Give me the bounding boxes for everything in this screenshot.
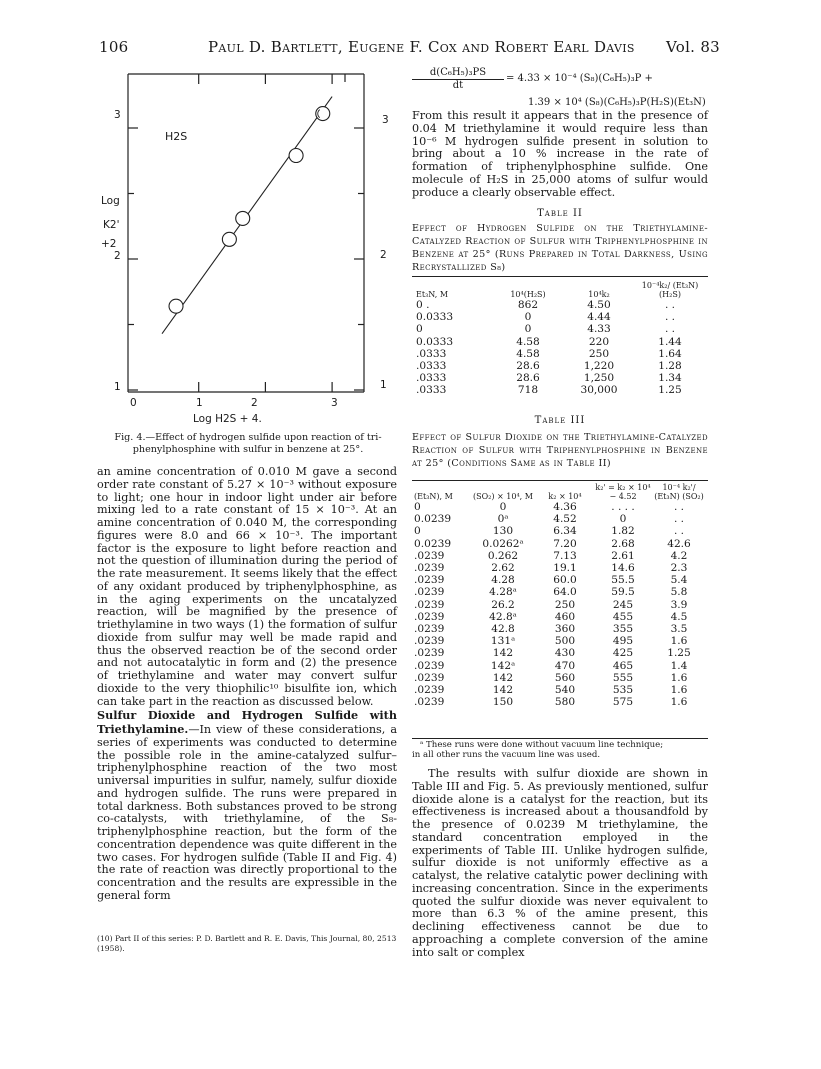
table-3-row	[414, 513, 706, 525]
table-2-cell: .0333	[416, 372, 447, 385]
table-3-cell: 535	[612, 684, 634, 697]
table-3-cell: 2.61	[611, 549, 635, 562]
data-points	[169, 107, 330, 314]
table-2-cell: 0	[416, 323, 423, 336]
table-3-footnote	[412, 740, 712, 760]
table-3-header-cell: (Et₃N), M	[414, 492, 453, 501]
left-column	[97, 466, 397, 903]
table-3-cell: .0239	[414, 574, 445, 587]
series-label-h2s: H2S	[165, 130, 188, 143]
table-3-cell: 7.20	[553, 537, 577, 550]
table-3-cell: .0239	[414, 659, 445, 672]
left-tick-label-3: 3	[114, 109, 121, 121]
x-axis-label: Log H2S + 4.	[193, 413, 262, 425]
table-2-cell: 28.6	[516, 372, 540, 385]
table-3-title: Table III	[534, 415, 586, 426]
table-3-cell: 14.6	[611, 562, 635, 575]
table-2-header-row	[416, 281, 704, 299]
figure-caption-line-2: phenylphosphine with sulfur in benzene at 25°.	[132, 444, 364, 455]
table-3-cell: 1.6	[670, 671, 688, 684]
table-2-cell: 0	[524, 311, 532, 324]
x-tick-label-2: 2	[251, 397, 258, 409]
table-3-cell: 0.0262ᵃ	[482, 537, 524, 550]
table-2-cell: 1.25	[658, 384, 682, 397]
table-2-cell: 718	[517, 384, 539, 397]
data-point	[236, 211, 250, 225]
table-3-cell: 42.8	[491, 623, 515, 636]
table-2-cell: 862	[517, 299, 539, 311]
page-number: 106	[99, 38, 129, 56]
table-2-row	[416, 336, 704, 348]
volume-label: Vol. 83	[666, 38, 721, 56]
equation-fraction	[412, 67, 504, 91]
table-3-cell: 1.82	[611, 525, 635, 538]
table-2-cell: 0	[524, 323, 532, 336]
table-2-cell: 4.58	[516, 347, 540, 360]
table-3-cell: 0.262	[487, 549, 519, 562]
table-3-row	[414, 635, 706, 647]
table-2-body	[416, 299, 704, 397]
table-3-cell: 2.62	[491, 562, 515, 575]
table-3-row	[414, 574, 706, 586]
figure-caption-line-1: Fig. 4.—Effect of hydrogen sulfide upon reaction of tri-	[114, 432, 382, 443]
table-3-cell: 245	[612, 598, 634, 611]
table-3-cell: 130	[492, 525, 514, 538]
table-2-cell: 28.6	[516, 360, 540, 373]
table-2-cell: 4.33	[587, 323, 611, 336]
table-3-cell: 1.6	[670, 684, 688, 697]
table-3-cell: .0239	[414, 635, 445, 648]
table-3-cell: 0.0239	[414, 513, 452, 526]
table-3-cell: 0	[414, 525, 421, 538]
table-3-cell: 4.2	[670, 549, 688, 562]
table-3-cell: . .	[673, 501, 685, 513]
table-3-cell: . .	[673, 513, 685, 526]
table-3-cell: 1.6	[670, 635, 688, 648]
table-3-bottom-rule	[412, 738, 708, 739]
table-2-header-cell: Et₃N, M	[416, 290, 449, 299]
table-2-header-cell: 10⁴(H₂S)	[510, 290, 546, 299]
right-tick-label-2: 2	[380, 249, 387, 261]
table-2-cell: 30,000	[580, 384, 618, 397]
table-2-cell: . .	[664, 299, 676, 311]
table-3-row	[414, 660, 706, 672]
table-2	[416, 281, 704, 397]
data-point	[289, 149, 303, 163]
table-3-cell: .0239	[414, 549, 445, 562]
table-2-row	[416, 360, 704, 372]
y-axis-label-log: Log	[101, 195, 120, 207]
table-2-cell: 4.50	[587, 299, 611, 311]
x-tick-label-0: 0	[130, 397, 137, 409]
table-2-row	[416, 299, 704, 311]
table-3-cell: 42.6	[667, 537, 691, 550]
table-3-header-cell: k₂' = k₂ × 10⁴ − 4.52	[595, 483, 651, 501]
table-3-cell: 26.2	[491, 598, 515, 611]
table-2-row	[416, 323, 704, 335]
table-2-row	[416, 311, 704, 323]
table-3-cell: 575	[612, 696, 634, 709]
running-head-authors: Paul D. Bartlett, Eugene F. Cox and Robert Earl Davis	[208, 38, 635, 56]
table-3-cell: 0	[619, 513, 627, 526]
right-paragraph-2: The results with sulfur dioxide are shown in Table III and Fig. 5. As previously mentioned, sulfur dioxide alone is a catalyst for the reaction, but its effectiveness is increased about a thousandfold by the presence of 0.0239 M triethylamine, the standard concentration employed in the experiments of Table III. Unlike hydrogen sulfide, sulfur dioxide is not uniformly effective as a catalyst, the relative catalytic power declining with increasing concentration. Since in the experiments quoted the sulfur dioxide was never equivalent to more than 6.3 % of the amine present, this declining effectiveness cannot be due to approaching a complete conversion of the amine into salt or complex	[412, 767, 708, 959]
equation-rhs-1: = 4.33 × 10⁻⁴ (S₈)(C₆H₅)₃P +	[506, 73, 653, 84]
table-3-cell: . . . .	[611, 501, 635, 513]
table-3-cell: 355	[612, 623, 634, 636]
table-2-header-cell: 10⁻⁴k₂/ (Et₃N)(H₂S)	[641, 281, 699, 299]
table-3-row	[414, 562, 706, 574]
table-2-cell: . .	[664, 323, 676, 336]
table-2-cell: 1.44	[658, 335, 682, 348]
table-3-cell: 1.4	[670, 659, 688, 672]
table-3-cell: 150	[492, 696, 514, 709]
table-3-cell: .0239	[414, 696, 445, 709]
table-3-header-cell: k₂ × 10⁴	[548, 492, 582, 501]
table-2-header-cell: 10⁴k₂	[588, 290, 610, 299]
table-3-row	[414, 623, 706, 635]
table-3-row	[414, 684, 706, 696]
table-3-row	[414, 611, 706, 623]
y-axis-label-k2: K2'	[103, 219, 120, 231]
table-2-cell: 220	[588, 335, 610, 348]
table-2-cell: 1,250	[583, 372, 615, 385]
table-3-top-rule	[412, 480, 708, 481]
right-paragraph-1: From this result it appears that in the presence of 0.04 M triethylamine it would require less than 10⁻⁶ M hydrogen sulfide present in solution to bring about a 10 % increase in the rate of formation of triphenylphosphine sulfide. One molecule of H₂S in 25,000 atoms of sulfur would produce a clearly observable effect.	[412, 109, 708, 199]
table-3-cell: 55.5	[611, 574, 635, 587]
table-2-row	[416, 372, 704, 384]
table-2-cell: 1.34	[658, 372, 682, 385]
left-tick-label-2: 2	[114, 250, 121, 262]
table-2-cell: 1.28	[658, 360, 682, 373]
table-3-cell: 500	[554, 635, 576, 648]
table-3-row	[414, 599, 706, 611]
table-3-row	[414, 550, 706, 562]
table-3-cell: 0	[499, 501, 507, 513]
table-3-cell: 360	[554, 623, 576, 636]
table-3-row	[414, 525, 706, 537]
table-3-cell: .0239	[414, 598, 445, 611]
table-2-cell: .0333	[416, 360, 447, 373]
table-3-cell: 7.13	[553, 549, 577, 562]
table-2-caption: Effect of Hydrogen Sulfide on the Triethylamine-Catalyzed Reaction of Sulfur with Triphenylphosphine in Benzene at 25° (Runs Prepared in Total Darkness, Using Recrystallized S₈)	[412, 223, 708, 273]
figure-4	[95, 60, 405, 430]
table-3-cell: .0239	[414, 586, 445, 599]
table-2-cell: 4.58	[516, 335, 540, 348]
table-2-row	[416, 348, 704, 360]
left-paragraph-2-text: —In view of these considerations, a series of experiments was conducted to determine the possible role in the amine-catalyzed sulfur–triphenylphosphine reaction of the two most universal impurities in sulfur, namely, sulfur dioxide and hydrogen sulfide. The runs were prepared in total darkness. Both substances proved to be strong co-catalysts, with triethylamine, of the S₈-triphenylphosphine reaction, but the form of the concentration dependence was quite different in the two cases. For hydrogen sulfide (Table II and Fig. 4) the rate of reaction was directly proportional to the concentration and the results are expressible in the general form	[97, 723, 397, 902]
table-3-cell: 460	[554, 610, 576, 623]
table-3-cell: 430	[554, 647, 576, 660]
table-3-cell: 2.68	[611, 537, 635, 550]
table-3-row	[414, 672, 706, 684]
axis-ticks	[128, 74, 364, 392]
table-3-cell: 0ᵃ	[497, 513, 509, 526]
table-3	[414, 483, 706, 708]
table-3-cell: .0239	[414, 647, 445, 660]
footnote-10: (10) Part II of this series: P. D. Bartlett and R. E. Davis, This Journal, 80, 2513 (1958).	[97, 934, 397, 953]
table-3-body	[414, 501, 706, 708]
table-2-cell: 1,220	[583, 360, 615, 373]
table-2-cell: .0333	[416, 384, 447, 397]
table-3-cell: 555	[612, 671, 634, 684]
table-3-cell: 5.8	[670, 586, 688, 599]
table-3-cell: .0239	[414, 671, 445, 684]
table-3-cell: 19.1	[553, 562, 577, 575]
table-3-cell: 4.36	[553, 501, 577, 513]
table-2-cell: 1.64	[658, 347, 682, 360]
section-heading: Sulfur Dioxide and Hydrogen Sulfide with Triethylamine.	[97, 708, 397, 736]
table-2-cell: 4.44	[587, 311, 611, 324]
equation-numerator: d(C₆H₅)₃PS	[412, 67, 504, 80]
table-3-cell: 131ᵃ	[490, 635, 516, 648]
table-3-cell: 495	[612, 635, 634, 648]
left-tick-label-1: 1	[114, 381, 121, 393]
table-3-cell: 59.5	[611, 586, 635, 599]
table-3-row	[414, 586, 706, 598]
table-3-cell: . .	[673, 525, 685, 538]
table-3-cell: .0239	[414, 562, 445, 575]
data-point	[169, 299, 183, 313]
x-tick-label-1: 1	[196, 397, 203, 409]
table-2-cell: . .	[664, 311, 676, 324]
table-3-cell: 4.52	[553, 513, 577, 526]
right-tick-label-1: 1	[380, 379, 387, 391]
left-paragraph-1: an amine concentration of 0.010 M gave a second order rate constant of 5.27 × 10⁻³ without exposure to light; one hour in indoor light under air before mixing led to a rate constant of 15 × 10⁻³. At an amine concentration of 0.040 M, the corresponding figures were 8.0 and 66 × 10⁻³. The important factor is the exposure to light before reaction and not the question of illumination during the period of the rate measurement. It seems likely that the effect of any oxidant produced by triphenylphosphine, as in the aging experiments on the uncatalyzed reaction, will be magnified by the presence of triethylamine in two ways (1) the formation of sulfur dioxide from sulfur may well be made rapid and thus the observed reaction be of the second order and not autocatalytic in form and (2) the presence of triethylamine and water may convert sulfur dioxide to the very thiophilic¹⁰ bisulfite ion, which can take part in the reaction as discussed below.	[97, 465, 397, 708]
table-3-cell: 560	[554, 671, 576, 684]
table-2-cell: 250	[588, 347, 610, 360]
table-3-cell: 425	[612, 647, 634, 660]
table-3-cell: 250	[554, 598, 576, 611]
table-3-header-cell: (SO₂) × 10⁴, M	[473, 492, 533, 501]
table-3-row	[414, 696, 706, 708]
figure-caption	[97, 432, 399, 456]
table-3-header-row	[414, 483, 706, 501]
table-3-cell: 6.34	[553, 525, 577, 538]
table-3-footnote-line-1: ᵃ These runs were done without vacuum line technique;	[420, 740, 664, 750]
table-2-top-rule	[412, 276, 708, 277]
table-3-cell: 3.9	[670, 598, 688, 611]
y-axis-label-offset: +2	[101, 238, 117, 250]
equation-denominator: dt	[452, 80, 464, 91]
table-3-cell: 455	[612, 610, 634, 623]
x-tick-label-3: 3	[331, 397, 338, 409]
data-point	[222, 232, 236, 246]
figure-frame	[128, 74, 364, 392]
table-2-row	[416, 384, 704, 396]
table-3-cell: 0	[414, 501, 421, 513]
table-3-header-cell: 10⁻⁴ k₂'/ (Et₃N) (SO₂)	[654, 483, 704, 501]
table-3-cell: 540	[554, 684, 576, 697]
table-3-cell: 470	[554, 659, 576, 672]
table-3-cell: 580	[554, 696, 576, 709]
table-3-cell: 0.0239	[414, 537, 452, 550]
table-3-cell: .0239	[414, 610, 445, 623]
table-3-row	[414, 501, 706, 513]
table-3-cell: 5.4	[670, 574, 688, 587]
table-2-cell: 0.0333	[416, 311, 454, 324]
table-2-cell: 0 .	[416, 299, 430, 311]
table-2-cell: .0333	[416, 347, 447, 360]
table-2-title: Table II	[537, 208, 583, 219]
table-3-cell: 1.6	[670, 696, 688, 709]
right-tick-label-3: 3	[382, 114, 389, 126]
left-paragraph-2	[97, 709, 397, 902]
table-2-cell: 0.0333	[416, 335, 454, 348]
table-3-cell: 3.5	[670, 623, 688, 636]
table-3-cell: 465	[612, 659, 634, 672]
table-3-row	[414, 538, 706, 550]
table-3-cell: .0239	[414, 684, 445, 697]
table-3-cell: 64.0	[553, 586, 577, 599]
table-3-caption: Effect of Sulfur Dioxide on the Triethylamine-Catalyzed Reaction of Sulfur with Triphenylphosphine in Benzene at 25° (Conditions Same as in Table II)	[412, 432, 708, 469]
table-3-cell: 4.28	[491, 574, 515, 587]
table-3-footnote-line-2: in all other runs the vacuum line was used.	[412, 750, 601, 760]
table-3-cell: 4.5	[670, 610, 688, 623]
table-3-cell: 142	[492, 671, 514, 684]
table-3-cell: 4.28ᵃ	[489, 586, 517, 599]
equation-rhs-2: 1.39 × 10⁴ (S₈)(C₆H₅)₃P(H₂S)(Et₃N)	[528, 97, 706, 108]
table-3-cell: 142	[492, 684, 514, 697]
table-3-cell: .0239	[414, 623, 445, 636]
table-3-cell: 2.3	[670, 562, 688, 575]
table-3-cell: 42.8ᵃ	[489, 610, 517, 623]
table-3-cell: 142ᵃ	[490, 659, 516, 672]
table-3-cell: 142	[492, 647, 514, 660]
table-3-cell: 1.25	[667, 647, 691, 660]
table-3-row	[414, 647, 706, 659]
table-3-cell: 60.0	[553, 574, 577, 587]
